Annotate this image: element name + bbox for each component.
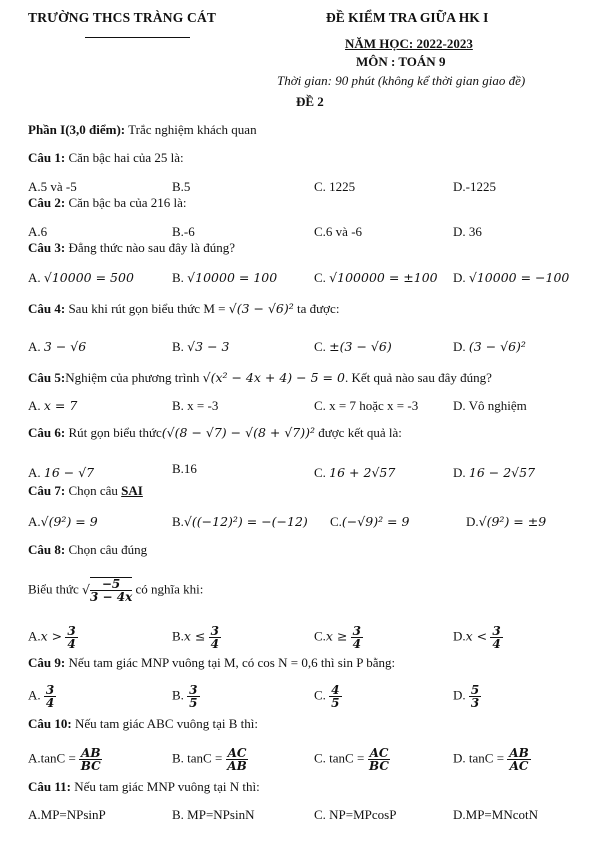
question-9: Câu 9: Nếu tam giác MNP vuông tại M, có cos N = 0,6 thì sin P bằng:	[28, 655, 396, 670]
question-3: Câu 3: Đẳng thức nào sau đây là đúng?	[28, 240, 236, 255]
q1-option-c[interactable]: C. 1225	[314, 179, 356, 194]
q11-option-b[interactable]: B. MP=NPsinN	[172, 807, 255, 822]
q9-option-d[interactable]: D. $\frac{5}{3}$	[453, 683, 480, 710]
q10-option-d[interactable]: D. tanC = $\frac{AB}{AC}$	[453, 746, 529, 773]
question-10: Câu 10: Nếu tam giác ABC vuông tại B thì:	[28, 716, 259, 731]
q10-option-b[interactable]: B. tanC = $\frac{AC}{AB}$	[172, 746, 247, 773]
question-5: Câu 5:Nghiệm của phương trình √(x² − 4x + 4) − 5 = 0. Kết quả nào sau đây đúng?	[28, 370, 492, 385]
question-8: Câu 8: Chọn câu đúng	[28, 542, 148, 557]
q2-option-b[interactable]: B.-6	[172, 224, 195, 239]
q6-option-b[interactable]: B.16	[172, 461, 197, 476]
question-6: Câu 6: Rút gọn biểu thức(√(8 − √7) − √(8 + √7))² được kết quả là:	[28, 425, 402, 440]
q8-expression: Biểu thức √ $\frac{-5}{3 - 4x}$ có nghĩa khi:	[28, 577, 204, 604]
q1-option-b[interactable]: B.5	[172, 179, 191, 194]
q7-option-d[interactable]: D.√(9²) = ±9	[466, 514, 547, 529]
q8-option-a[interactable]: A.x > $\frac{3}{4}$	[28, 624, 76, 651]
q5-option-a[interactable]: A. x = 7	[28, 398, 78, 413]
q1-option-a[interactable]: A.5 và -5	[28, 179, 77, 194]
question-11: Câu 11: Nếu tam giác MNP vuông tại N thì:	[28, 779, 260, 794]
q8-option-b[interactable]: B.x ≤ $\frac{3}{4}$	[172, 624, 220, 651]
q9-option-c[interactable]: C. $\frac{4}{5}$	[314, 683, 340, 710]
q1-option-d[interactable]: D.-1225	[453, 179, 496, 194]
q3-option-c[interactable]: C. √100000 = ±100	[314, 270, 438, 285]
q5-option-b[interactable]: B. x = -3	[172, 398, 219, 413]
q7-option-c[interactable]: C.(−√9)² = 9	[330, 514, 410, 529]
header-divider	[85, 37, 190, 38]
q7-option-a[interactable]: A.√(9²) = 9	[28, 514, 98, 529]
q5-option-d[interactable]: D. Vô nghiệm	[453, 398, 527, 413]
q11-option-d[interactable]: D.MP=MNcotN	[453, 807, 538, 822]
q9-option-b[interactable]: B. $\frac{3}{5}$	[172, 683, 198, 710]
q4-option-d[interactable]: D. (3 − √6)²	[453, 339, 526, 354]
q3-option-b[interactable]: B. √10000 = 100	[172, 270, 278, 285]
q8-option-d[interactable]: D.x < $\frac{3}{4}$	[453, 624, 501, 651]
question-1: Câu 1: Căn bậc hai của 25 là:	[28, 150, 184, 165]
q6-option-c[interactable]: C. 16 + 2√57	[314, 465, 396, 480]
time-limit: Thời gian: 90 phút (không kể thời gian giao đề)	[277, 73, 526, 88]
q6-option-a[interactable]: A. 16 − √7	[28, 465, 95, 480]
subject: MÔN : TOÁN 9	[356, 54, 446, 69]
part-title: Phần I(3,0 điểm): Trắc nghiệm khách quan	[28, 122, 257, 137]
q6-option-d[interactable]: D. 16 − 2√57	[453, 465, 536, 480]
q5-option-c[interactable]: C. x = 7 hoặc x = -3	[314, 398, 419, 413]
school-year: NĂM HỌC: 2022-2023	[345, 36, 473, 51]
q8-option-c[interactable]: C.x ≥ $\frac{3}{4}$	[314, 624, 362, 651]
q2-option-d[interactable]: D. 36	[453, 224, 482, 239]
exam-code: ĐỀ 2	[296, 94, 324, 109]
q11-option-a[interactable]: A.MP=NPsinP	[28, 807, 106, 822]
q9-option-a[interactable]: A. $\frac{3}{4}$	[28, 683, 55, 710]
q4-option-b[interactable]: B. √3 − 3	[172, 339, 230, 354]
q2-option-a[interactable]: A.6	[28, 224, 48, 239]
q10-option-a[interactable]: A.tanC = $\frac{AB}{BC}$	[28, 746, 101, 773]
q2-option-c[interactable]: C.6 và -6	[314, 224, 363, 239]
question-2: Câu 2: Căn bậc ba của 216 là:	[28, 195, 187, 210]
q4-option-c[interactable]: C. ±(3 − √6)	[314, 339, 392, 354]
question-4: Câu 4: Sau khi rút gọn biểu thức M = √(3 − √6)² ta được:	[28, 301, 340, 316]
exam-title: ĐỀ KIỂM TRA GIỮA HK I	[326, 10, 489, 25]
question-7: Câu 7: Chọn câu SAI	[28, 483, 143, 498]
q3-option-a[interactable]: A. √10000 = 500	[28, 270, 134, 285]
q3-option-d[interactable]: D. √10000 = −100	[453, 270, 570, 285]
q11-option-c[interactable]: C. NP=MPcosP	[314, 807, 397, 822]
school-name: TRƯỜNG THCS TRÀNG CÁT	[28, 10, 217, 25]
q10-option-c[interactable]: C. tanC = $\frac{AC}{BC}$	[314, 746, 389, 773]
q4-option-a[interactable]: A. 3 − √6	[28, 339, 87, 354]
q7-option-b[interactable]: B.√((−12)²) = −(−12)	[172, 514, 308, 529]
